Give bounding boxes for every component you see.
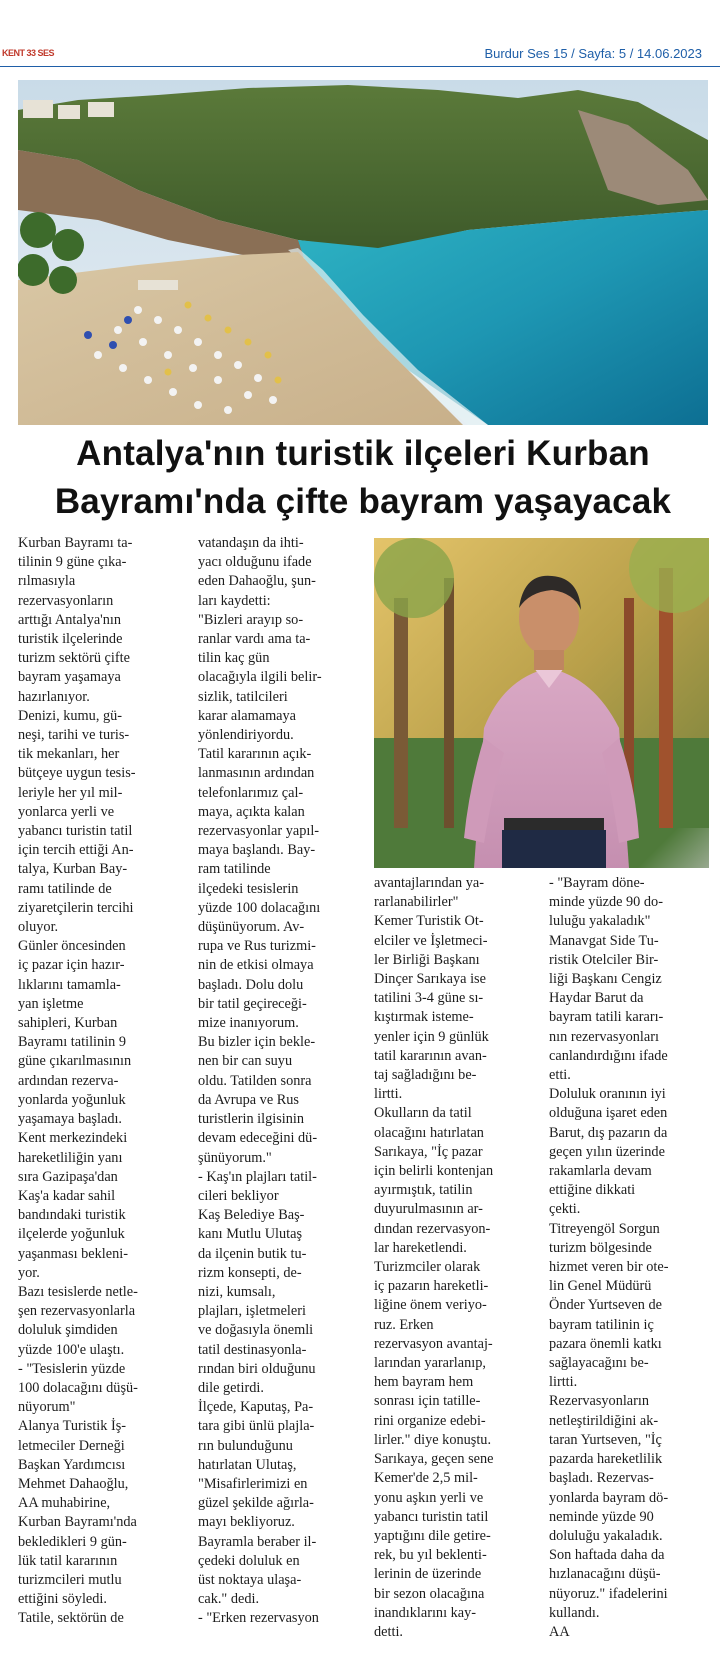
article-column-1: Kurban Bayramı ta- tilinin 9 güne çıka- rılmasıyla rezervasyonların arttığı Antalya'nın turistik ilçelerinde turizm sektörü çifte bayram yaşamaya hazırlanıyor. Denizi, kumu, gü- neşi, tarihi ve turis- tik mekanları, her bütçeye uygun tesis- leriyle her yıl mil- yonlarca yerli ve yabancı turistin tatil için tercih ettiği An- talya, Kurban Bay- ramı tatilinde de ziyaretçilerin tercihi oluyor. Günler öncesinden iç pazar için hazır- lıklarını tamamla- yan işletme sahipleri, Kurban Bayramı tatilinin 9 güne çıkarılmasının ardından rezerva- yonlarda yoğunluk yaşamaya başladı. Kent merkezindeki hareketliliğin yanı sıra Gazipaşa'dan Kaş'a kadar sahil bandındaki turistik ilçelerde yoğunluk yaşanması bekleni- yor. Bazı tesislerde netle- şen rezervasyonlarla doluluk şimdiden yüzde 100'e ulaştı. - "Tesislerin yüzde 100 dolacağını düşü- nüyorum" Alanya Turistik İş- letmeciler Derneği Başkan Yardımcısı Mehmet Dahaoğlu, AA muhabirine, Kurban Bayramı'nda bekledikleri 9 gün- lük tatil kararının turizmcileri mutlu ettiğini söyledi. Tatile, sektörün de bbox=[18, 535, 138, 1627]
issue-info: Burdur Ses 15 / Sayfa: 5 / 14.06.2023 bbox=[484, 46, 702, 61]
article-headline bbox=[18, 430, 708, 526]
header-divider bbox=[0, 66, 720, 67]
article-column-4: - "Bayram döne- minde yüzde 90 do- luluğu yakaladık" Manavgat Side Tu- ristik Otelciler Bir- liği Başkanı Cengiz Haydar Barut da bayram tatili kararı- nın rezervasyonları canlandırdığını ifade etti. Doluluk oranının iyi olduğuna işaret eden Barut, dış pazarın da geçen yılın üzerinde rakamlarla devam ettiğine dikkati çekti. Titreyengöl Sorgun turizm bölgesinde hizmet veren bir ote- lin Genel Müdürü Önder Yurtseven de bayram tatilinin iç pazara önemli katkı sağlayacağını be- lirtti. Rezervasyonların netleştirildiğini ak- taran Yurtseven, "İç pazarda hareketlilik başladı. Rezervas- yonlarda bayram dö- neminde yüzde 90 doluluğu yakaladık. Son haftada daha da hızlanacağını düşü- nüyoruz." ifadelerini kullandı. AA bbox=[549, 875, 669, 1640]
photo-corner-shade bbox=[629, 828, 709, 868]
article-column-2: vatandaşın da ihti- yacı olduğunu ifade eden Dahaoğlu, şun- ları kaydetti: "Bizleri arayıp so- ranlar vardı ama ta- tilin kaç gün olacağıyla ilgili belir- sizlik, tatilcileri karar alamamaya yönlendiriyordu. Tatil kararının açık- lanmasının ardından telefonlarımız çal- maya, açıkta kalan rezervasyonlar yapıl- maya başlandı. Bay- ram tatilinde ilçedeki tesislerin yüzde 100 dolacağını düşünüyorum. Av- rupa ve Rus turizmi- nin de etkisi olmaya başladı. Dolu dolu bir tatil geçireceği- mize inanıyorum. Bu bizler için bekle- nen bir can suyu oldu. Tatilden sonra da Avrupa ve Rus turistlerin ilgisinin devam edeceğini dü- şünüyorum." - Kaş'ın plajları tatil- cileri bekliyor Kaş Belediye Baş- kanı Mutlu Ulutaş da ilçenin butik tu- rizm konsepti, de- nizi, kumsalı, plajları, işletmeleri ve doğasıyla önemli tatil destinasyonla- rından biri olduğunu dile getirdi. İlçede, Kaputaş, Pa- tara gibi ünlü plajla- rın bulunduğunu hatırlatan Ulutaş, "Misafirlerimizi en güzel şekilde ağırla- mayı bekliyoruz. Bayramla beraber il- çedeki doluluk en üst noktaya ulaşa- cak." dedi. - "Erken rezervasyon bbox=[198, 535, 322, 1627]
article-column-3: avantajlarından ya- rarlanabilirler" Kemer Turistik Ot- elciler ve İşletmeci- ler Birliği Başkanı Dinçer Sarıkaya ise tatilini 3-4 güne sı- kıştırmak isteme- yenler için 9 günlük tatil kararının avan- taj sağladığını be- lirtti. Okulların da tatil olacağını hatırlatan Sarıkaya, "İç pazar için belirli kontenjan ayırmıştık, tatilin duyurulmasının ar- dından rezervasyon- lar hareketlendi. Turizmciler olarak iç pazarın hareketli- liğine önem veriyo- ruz. Erken rezervasyon avantaj- larından yararlanıp, hem bayram hem sonrası için tatille- rini organize edebi- lirler." diye konuştu. Sarıkaya, geçen sene Kemer'de 2,5 mil- yonu aşkın yerli ve yabancı turistin tatil yaptığını dile getire- rek, bu yıl beklenti- lerinin de üzerinde bir sezon olacağına inandıklarını kay- detti. bbox=[374, 875, 494, 1640]
newspaper-logo: KENT 33 SES bbox=[2, 48, 55, 58]
man-portrait-image bbox=[374, 538, 709, 868]
beach-aerial-image bbox=[18, 80, 708, 425]
headline-line-1: Antalya'nın turistik ilçeleri Kurban bbox=[76, 434, 650, 473]
headline-line-2: Bayramı'nda çifte bayram yaşayacak bbox=[54, 482, 672, 521]
page-header bbox=[0, 0, 720, 70]
